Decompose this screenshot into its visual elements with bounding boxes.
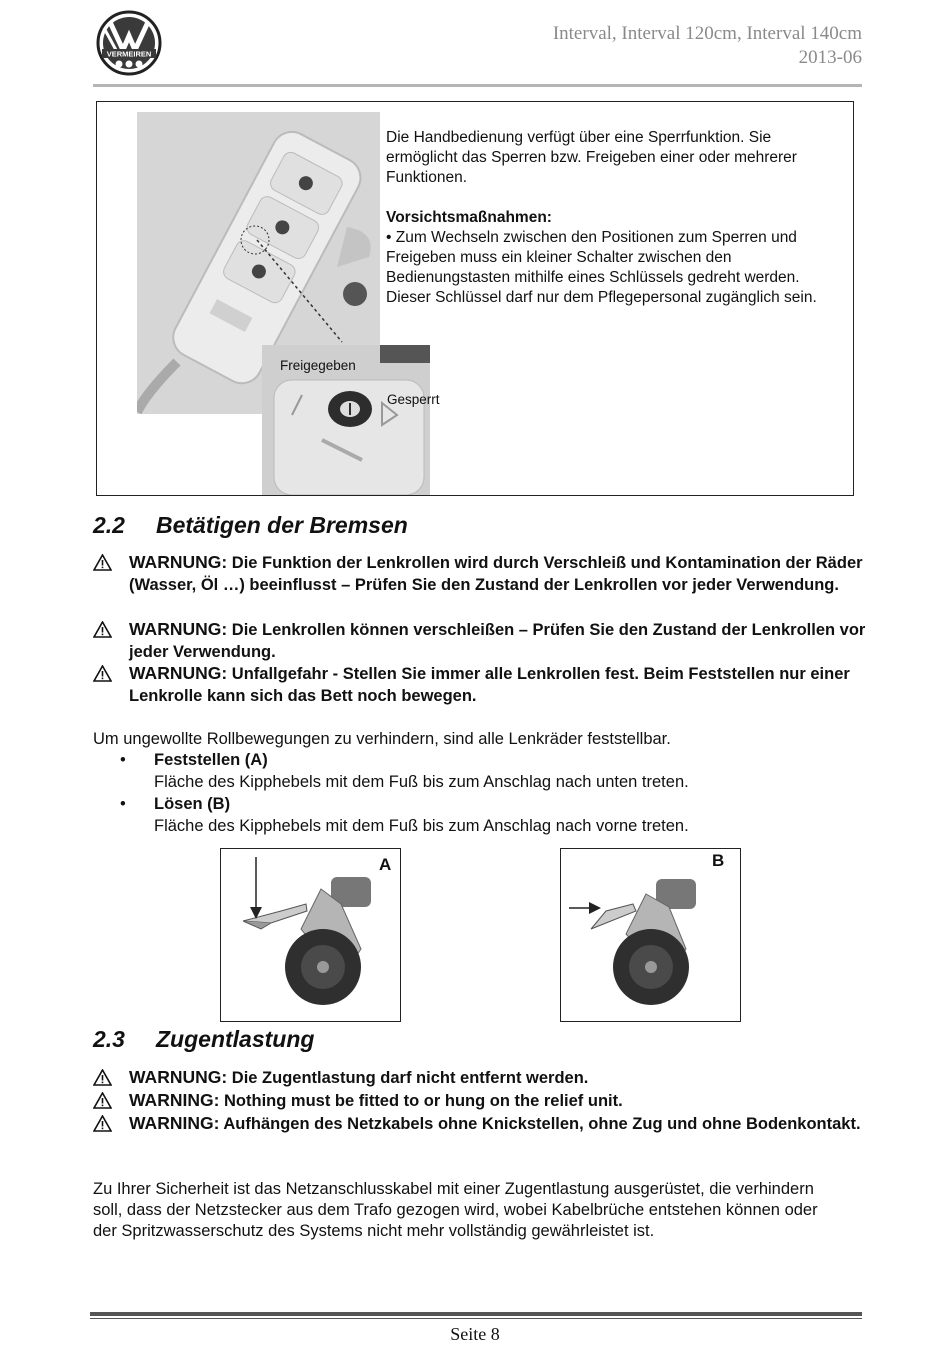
label-locked: Gesperrt	[387, 392, 440, 407]
warning-text: Aufhängen des Netzkabels ohne Knickstellen, ohne Zug und ohne Bodenkontakt.	[223, 1115, 861, 1133]
warning-icon	[93, 1092, 112, 1109]
footer-rule	[90, 1312, 862, 1316]
bullet-title-lock: Feststellen (A)	[154, 751, 268, 769]
section-title: Betätigen der Bremsen	[156, 512, 408, 538]
footer-rule-thin	[90, 1318, 862, 1319]
figure-label-b: B	[712, 851, 725, 870]
caster-figure-a	[220, 848, 401, 1022]
warning-text: Die Zugentlastung darf nicht entfernt werden.	[231, 1069, 589, 1087]
bullet-desc-lock: Fläche des Kipphebels mit dem Fuß bis zum Anschlag nach unten treten.	[154, 773, 689, 791]
warning-icon	[93, 665, 112, 682]
document-date: 2013-06	[798, 47, 862, 68]
vermeiren-logo	[96, 10, 166, 76]
warning-text: Die Lenkrollen können verschleißen – Prüfen Sie den Zustand der Lenkrollen vor jeder Verwendung.	[129, 621, 866, 661]
strain-relief-body: Zu Ihrer Sicherheit ist das Netzanschlusskabel mit einer Zugentlastung ausgerüstet, die verhindern soll, dass der Netzstecker aus dem Trafo gezogen wird, wobei Kabelbrüche entstehen können oder der Spritzwasserschutz des Systems nicht mehr vollständig gewährleistet ist.	[93, 1180, 818, 1240]
caster-figure-b	[560, 848, 741, 1022]
warning-text: Nothing must be fitted to or hung on the relief unit.	[224, 1092, 623, 1110]
warning-text: Unfallgefahr - Stellen Sie immer alle Lenkrollen fest. Beim Feststellen nur einer Lenkrolle kann sich das Bett noch bewegen.	[129, 665, 850, 705]
warning-item	[93, 1066, 873, 1089]
lock-function-text: Die Handbedienung verfügt über eine Sperrfunktion. Sie ermöglicht das Sperren bzw. Freigeben einer oder mehrerer Funktionen.	[386, 129, 797, 186]
warning-icon	[93, 1115, 112, 1132]
warning-label: WARNUNG:	[129, 663, 228, 683]
warning-item	[93, 662, 873, 707]
bullet-title-release: Lösen (B)	[154, 795, 231, 813]
section-heading-brakes	[93, 512, 408, 539]
hand-control-description	[386, 128, 826, 308]
bullet-dot: •	[120, 795, 126, 813]
warning-item	[93, 618, 873, 663]
warning-label: WARNUNG:	[129, 619, 228, 639]
warning-text: Die Funktion der Lenkrollen wird durch Verschleiß und Kontamination der Räder (Wasser, Öl …) beeinflusst – Prüfen Sie den Zustand der Lenkrollen vor jeder Verwendung.	[129, 554, 863, 594]
warning-icon	[93, 1069, 112, 1086]
section-number: 2.2	[93, 512, 125, 538]
warning-label: WARNUNG:	[129, 552, 228, 572]
warning-label: WARNING:	[129, 1090, 220, 1110]
precautions-text: • Zum Wechseln zwischen den Positionen zum Sperren und Freigeben muss ein kleiner Schalter zwischen den Bedienungstasten mithilfe eines Schlüssels gedreht werden. Dieser Schlüssel darf nur dem Pflegepersonal zugänglich sein.	[386, 229, 817, 306]
page-number: Seite 8	[450, 1324, 500, 1344]
caster-lock-illustration	[221, 849, 402, 1023]
warning-item	[93, 1112, 873, 1135]
precautions-title: Vorsichtsmaßnahmen:	[386, 209, 552, 226]
warning-label: WARNUNG:	[129, 1067, 228, 1087]
caster-release-illustration	[561, 849, 742, 1023]
warning-icon	[93, 554, 112, 571]
document-product: Interval, Interval 120cm, Interval 140cm	[552, 23, 862, 44]
hand-control-figure	[96, 101, 854, 496]
warning-icon	[93, 621, 112, 638]
warning-item	[93, 551, 873, 596]
bullet-desc-release: Fläche des Kipphebels mit dem Fuß bis zum Anschlag nach vorne treten.	[154, 817, 689, 835]
section-title: Zugentlastung	[156, 1026, 315, 1052]
section-heading-strain-relief	[93, 1026, 314, 1053]
warning-label: WARNING:	[129, 1113, 220, 1133]
bullet-dot: •	[120, 751, 126, 769]
warning-item	[93, 1089, 873, 1112]
header-rule	[93, 84, 862, 87]
document-title	[553, 22, 862, 70]
figure-label-a: A	[379, 855, 392, 874]
brakes-intro: Um ungewollte Rollbewegungen zu verhindern, sind alle Lenkräder feststellbar.	[93, 730, 671, 748]
logo-brand: VERMEIREN	[106, 49, 152, 59]
label-released: Freigegeben	[280, 358, 356, 373]
section-number: 2.3	[93, 1026, 125, 1052]
